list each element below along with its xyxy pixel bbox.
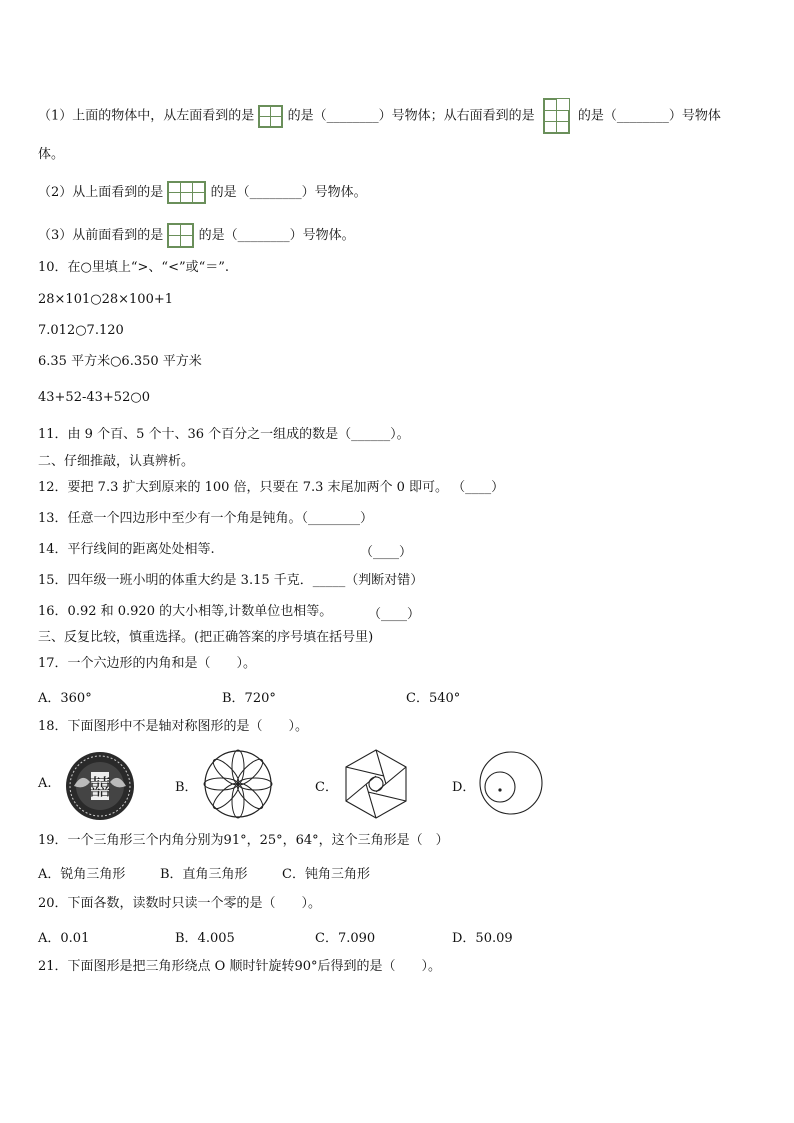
- q14-blank: （____）: [360, 545, 413, 560]
- q21-text: 21．下面图形是把三角形绕点 O 顺时针旋转90°后得到的是（ ）。: [38, 959, 442, 974]
- q18-label-a: A.: [38, 776, 52, 791]
- section2-heading: 二、仔细推敲，认真辨析。: [38, 454, 195, 469]
- q10-title: 10．在○里填上“>、“<”或“＝”.: [38, 260, 230, 275]
- q19-option-c: C．钝角三角形: [282, 867, 370, 882]
- q9-part1-text-b: 的是（________）号物体；从右面看到的是: [287, 108, 535, 124]
- q18-text: 18．下面图形中不是轴对称图形的是（ ）。: [38, 719, 309, 734]
- left-view-grid-icon: [258, 105, 283, 128]
- double-happiness-seal-figure: [64, 750, 136, 822]
- q9-part3-text-b: 的是（________）号物体。: [198, 228, 355, 243]
- top-view-grid-icon: [167, 181, 206, 204]
- q9-part1-text-e: 体。: [38, 147, 65, 162]
- q11-text: 11．由 9 个百、5 个十、36 个百分之一组成的数是（______）。: [38, 427, 410, 442]
- q17-option-c: C．540°: [406, 691, 461, 706]
- nested-circles-figure: [478, 750, 544, 816]
- q9-part3-text-a: （3）从前面看到的是: [38, 228, 164, 243]
- q17-option-a: A．360°: [38, 691, 92, 706]
- q16-blank: （____）: [368, 607, 421, 622]
- q9-part1-text-a: （1）上面的物体中，从左面看到的是: [38, 108, 255, 124]
- q9-part1-text-d: 物体: [694, 108, 721, 124]
- q20-option-c: C．7.090: [315, 931, 376, 946]
- right-view-grid-icon: [543, 98, 570, 134]
- q10-row-3: 6.35 平方米○6.350 平方米: [38, 354, 202, 369]
- q17-text: 17．一个六边形的内角和是（ ）。: [38, 656, 257, 671]
- q9-part3-line: [38, 223, 355, 248]
- q12-text: 12．要把 7.3 扩大到原来的 100 倍，只要在 7.3 末尾加两个 0 即可。 （____）: [38, 480, 505, 495]
- q18-label-d: D．: [452, 780, 476, 795]
- q19-text: 19．一个三角形三个内角分别为91°，25°，64°，这个三角形是（ ）: [38, 833, 449, 848]
- q19-option-b: B．直角三角形: [160, 867, 248, 882]
- q14-line: [38, 541, 215, 559]
- q18-label-c: C．: [315, 780, 338, 795]
- q9-part2-text-a: （2）从上面看到的是: [38, 185, 164, 200]
- q17-option-b: B．720°: [222, 691, 276, 706]
- q20-option-d: D．50.09: [452, 931, 513, 946]
- q20-option-b: B．4.005: [175, 931, 235, 946]
- q13-text: 13．任意一个四边形中至少有一个角是钝角。（________）: [38, 511, 374, 526]
- pinwheel-hexagon-figure: [338, 746, 414, 822]
- q10-row-2: 7.012○7.120: [38, 323, 124, 338]
- q20-option-a: A．0.01: [38, 931, 90, 946]
- q16-text: 16．0.92 和 0.920 的大小相等,计数单位也相等。: [38, 604, 333, 619]
- front-view-grid-icon: [167, 223, 194, 248]
- q9-part1-line: [38, 98, 721, 134]
- q18-label-b: B．: [175, 780, 198, 795]
- q19-option-a: A．锐角三角形: [38, 867, 126, 882]
- q9-part2-line: [38, 181, 367, 204]
- q10-row-4: 43+52-43+52○0: [38, 390, 150, 405]
- seal-glyph: 囍: [88, 776, 112, 801]
- q9-part2-text-b: 的是（________）号物体。: [210, 185, 367, 200]
- q20-text: 20．下面各数，读数时只读一个零的是（ ）。: [38, 896, 322, 911]
- q9-part1-text-c: 的是（________）号: [577, 108, 695, 124]
- q14-text: 14．平行线间的距离处处相等.: [38, 542, 215, 557]
- q10-row-1: 28×101○28×100+1: [38, 292, 174, 307]
- section3-heading: 三、反复比较，慎重选择。(把正确答案的序号填在括号里): [38, 630, 374, 645]
- flower-circle-figure: [202, 748, 274, 820]
- q15-text: 15．四年级一班小明的体重大约是 3.15 千克．_____（判断对错）: [38, 573, 424, 588]
